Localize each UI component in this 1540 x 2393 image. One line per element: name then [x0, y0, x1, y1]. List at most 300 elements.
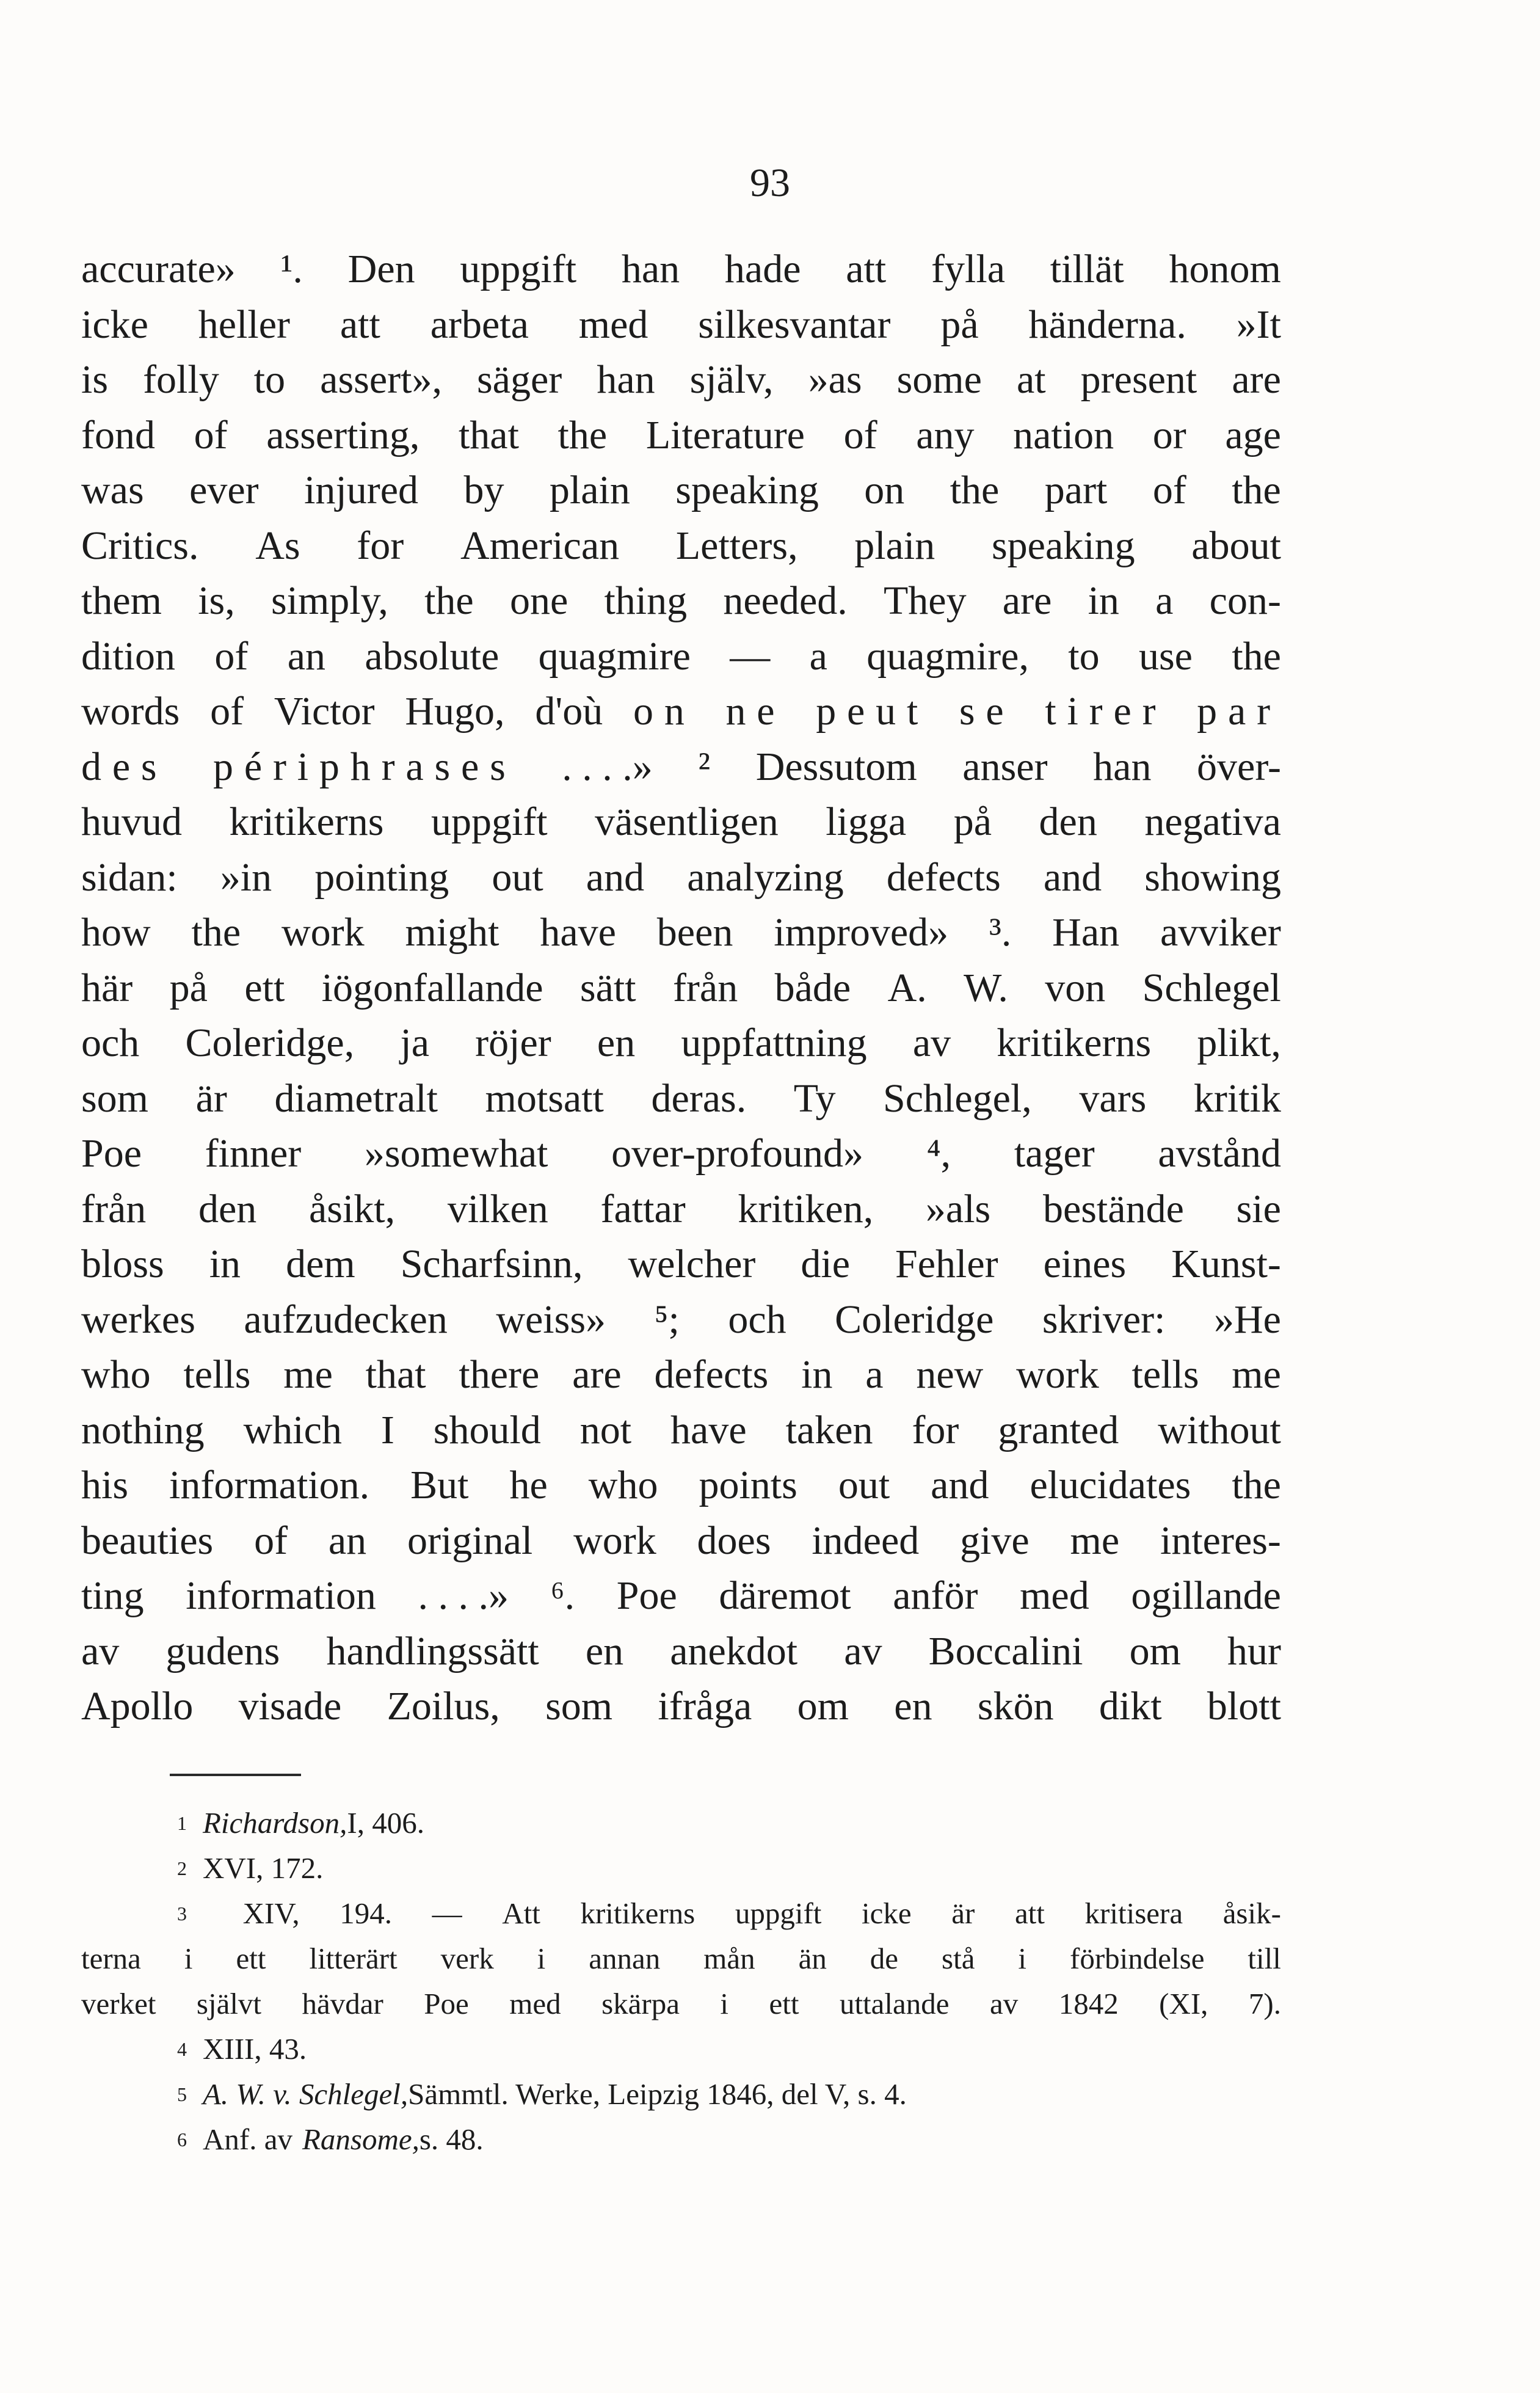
- word: arbeta: [430, 302, 529, 347]
- word: the: [191, 910, 241, 955]
- footnote-text: XIII, 43.: [203, 2032, 307, 2066]
- word: are: [1002, 578, 1052, 623]
- word: the: [558, 412, 608, 457]
- page-number: 93: [750, 161, 790, 205]
- word: Victor: [274, 689, 375, 734]
- word: Den: [347, 247, 415, 291]
- word: av: [989, 1987, 1019, 2020]
- word: the: [1232, 1463, 1281, 1507]
- word: work: [281, 910, 365, 955]
- body-text: [81, 242, 1281, 1735]
- word: han: [597, 357, 655, 402]
- word: uppgift: [735, 1896, 822, 1930]
- text-line: [81, 684, 1281, 740]
- word: terna: [81, 1942, 141, 1975]
- word: Poe: [81, 1131, 142, 1176]
- word: I: [380, 1407, 394, 1452]
- word: hade: [724, 247, 801, 291]
- word: »It: [1236, 302, 1281, 347]
- word: interes-: [1160, 1518, 1281, 1563]
- word: fond: [81, 412, 155, 457]
- word: con-: [1209, 578, 1281, 623]
- word: sie: [1236, 1186, 1281, 1231]
- word: a: [809, 633, 827, 679]
- word: information.: [169, 1463, 370, 1507]
- word: give: [960, 1518, 1030, 1563]
- word: sätt: [579, 965, 636, 1010]
- text-line: [81, 1403, 1281, 1459]
- word: kritik: [1193, 1076, 1281, 1121]
- word: Hugo,: [405, 689, 505, 734]
- word: Att: [502, 1896, 540, 1930]
- word: över-: [1197, 744, 1281, 789]
- word: skärpa: [601, 1987, 680, 2020]
- word: words: [81, 689, 180, 734]
- word: att: [846, 247, 887, 291]
- word: are: [1232, 357, 1281, 402]
- text-line: [81, 574, 1281, 629]
- text-line: [81, 1513, 1281, 1569]
- word: Ty: [793, 1076, 836, 1121]
- word: on: [864, 468, 905, 512]
- word: one: [509, 578, 568, 623]
- footnote-prefix: Anf. av: [203, 2122, 292, 2156]
- word: that: [365, 1352, 426, 1397]
- word: »He: [1213, 1297, 1281, 1342]
- word: hur: [1227, 1628, 1281, 1674]
- word: ett: [769, 1987, 799, 2020]
- word: of: [210, 689, 244, 734]
- word: anser: [962, 744, 1048, 789]
- word: American: [460, 523, 620, 568]
- word: over-profound»: [611, 1131, 864, 1176]
- word: som: [81, 1076, 149, 1121]
- word: den: [198, 1186, 257, 1231]
- word: out: [492, 854, 543, 900]
- word: speaking: [675, 468, 819, 512]
- word: indeed: [812, 1518, 920, 1563]
- word: for: [912, 1407, 959, 1452]
- word: A.: [887, 965, 927, 1010]
- word: at: [1016, 357, 1046, 402]
- word: without: [1158, 1407, 1281, 1452]
- text-line: [81, 740, 1281, 795]
- word: me: [283, 1352, 333, 1397]
- text-line: [81, 961, 1281, 1016]
- word: asserting,: [266, 412, 420, 457]
- footnote-text: XVI, 172.: [203, 1851, 324, 1885]
- word: 194.: [340, 1896, 392, 1930]
- word: des: [81, 744, 168, 789]
- word: ett: [236, 1942, 266, 1975]
- word: them: [81, 578, 162, 623]
- word: från: [672, 965, 738, 1010]
- footnote-text: s. 48.: [419, 2122, 484, 2156]
- word: en: [585, 1628, 624, 1674]
- word: age: [1225, 412, 1281, 457]
- word: a: [1155, 578, 1174, 623]
- word: . . . .»: [418, 1573, 509, 1618]
- word: elucidates: [1030, 1463, 1191, 1507]
- word: Boccalini: [928, 1628, 1083, 1674]
- footnote-6: [81, 2117, 1281, 2162]
- word: Schlegel: [1142, 965, 1281, 1010]
- word: Kunst-: [1171, 1242, 1281, 1286]
- word: i: [1018, 1942, 1027, 1975]
- word: in: [801, 1352, 833, 1397]
- word: anför: [893, 1573, 978, 1618]
- word: avstånd: [1158, 1131, 1281, 1176]
- word: defects: [886, 854, 1001, 900]
- word: stå: [942, 1942, 975, 1975]
- word: själv,: [689, 357, 774, 402]
- word: ⁶.: [550, 1573, 575, 1618]
- word: kritiken,: [738, 1186, 874, 1231]
- text-line: [81, 1182, 1281, 1237]
- word: en: [894, 1684, 932, 1728]
- word: den: [1039, 799, 1097, 844]
- word: i: [184, 1942, 193, 1975]
- footnote-number: 1: [177, 1812, 187, 1834]
- word: But: [410, 1463, 469, 1507]
- footnote-divider: [170, 1774, 301, 1776]
- word: present: [1080, 357, 1197, 402]
- word: om: [797, 1684, 849, 1728]
- word: by: [463, 468, 504, 512]
- word: Critics.: [81, 523, 199, 568]
- word: the: [1232, 468, 1281, 512]
- text-line: [81, 1016, 1281, 1071]
- word: hävdar: [302, 1987, 383, 2020]
- word: åsik-: [1222, 1896, 1281, 1930]
- word: absolute: [365, 633, 499, 679]
- word: in: [209, 1242, 241, 1286]
- word: verk: [440, 1942, 494, 1975]
- word: än: [798, 1942, 827, 1975]
- word: work: [573, 1518, 656, 1563]
- word: of: [214, 633, 249, 679]
- word: om: [1129, 1628, 1181, 1674]
- word: både: [774, 965, 851, 1010]
- word: been: [656, 910, 733, 955]
- word: a: [865, 1352, 884, 1397]
- word: quagmire,: [866, 633, 1029, 679]
- word: plain: [854, 523, 935, 568]
- word: does: [697, 1518, 771, 1563]
- word: are: [572, 1352, 622, 1397]
- word: vars: [1079, 1076, 1147, 1121]
- word: att: [340, 302, 380, 347]
- word: Coleridge,: [185, 1021, 355, 1065]
- word: tells: [183, 1352, 251, 1397]
- word: might: [405, 910, 499, 955]
- footnote-2: [81, 1846, 1281, 1891]
- word: negativa: [1144, 799, 1281, 844]
- word: périphrases: [213, 744, 517, 789]
- text-line: [81, 1458, 1281, 1513]
- word: welcher: [628, 1242, 756, 1286]
- word: gudens: [165, 1628, 280, 1674]
- word: ligga: [826, 799, 907, 844]
- word: tirer: [1045, 689, 1167, 734]
- footnote-3-line-1: [81, 1891, 1281, 1936]
- word: visade: [238, 1684, 342, 1728]
- word: med: [578, 302, 648, 347]
- word: »als: [925, 1186, 991, 1231]
- word: should: [433, 1407, 541, 1452]
- word: an: [328, 1518, 367, 1563]
- word: i: [720, 1987, 729, 2020]
- footnote-text: I, 406.: [347, 1806, 424, 1840]
- text-line: [81, 242, 1281, 297]
- footnote-number: 4: [177, 2038, 187, 2060]
- word: vilken: [447, 1186, 548, 1231]
- word: däremot: [719, 1573, 851, 1618]
- word: på: [953, 799, 992, 844]
- word: points: [699, 1463, 797, 1507]
- word: förbindelse: [1070, 1942, 1205, 1975]
- word: pointing: [314, 854, 449, 900]
- word: Letters,: [675, 523, 798, 568]
- word: ³.: [989, 910, 1012, 955]
- word: på: [940, 302, 979, 347]
- text-line: [81, 352, 1281, 408]
- word: kritisera: [1084, 1896, 1183, 1930]
- word: ogillande: [1131, 1573, 1281, 1618]
- text-line: [81, 1237, 1281, 1292]
- footnote-3-line-2: [81, 1936, 1281, 1981]
- word: die: [801, 1242, 850, 1286]
- word: granted: [998, 1407, 1119, 1452]
- word: of: [254, 1518, 288, 1563]
- footnote-number: 2: [177, 1857, 187, 1879]
- word: sidan:: [81, 854, 178, 900]
- word: säger: [477, 357, 562, 402]
- word: the: [950, 468, 1000, 512]
- word: uppgift: [430, 799, 548, 844]
- word: par: [1197, 689, 1281, 734]
- word: . . . .»: [562, 744, 653, 789]
- word: beauties: [81, 1518, 214, 1563]
- word: —: [730, 633, 771, 679]
- word: some: [896, 357, 982, 402]
- word: there: [459, 1352, 540, 1397]
- word: Apollo: [81, 1684, 194, 1728]
- word: nation: [1013, 412, 1114, 457]
- word: me: [1070, 1518, 1120, 1563]
- word: Han: [1052, 910, 1120, 955]
- word: 1842: [1058, 1987, 1119, 2020]
- text-line: [81, 519, 1281, 574]
- text-line: [81, 1126, 1281, 1182]
- word: ett: [244, 965, 285, 1010]
- word: röjer: [475, 1021, 551, 1065]
- word: uppgift: [460, 247, 577, 291]
- word: med: [1020, 1573, 1089, 1618]
- word: They: [883, 578, 967, 623]
- word: verket: [81, 1987, 156, 2020]
- word: any: [916, 412, 975, 457]
- word: »in: [220, 854, 272, 900]
- word: som: [545, 1684, 613, 1728]
- word: and: [586, 854, 645, 900]
- word: här: [81, 965, 133, 1010]
- word: åsikt,: [308, 1186, 396, 1231]
- word: he: [509, 1463, 548, 1507]
- word: and: [1043, 854, 1102, 900]
- word: på: [169, 965, 208, 1010]
- word: Fehler: [895, 1242, 998, 1286]
- word: de: [870, 1942, 899, 1975]
- text-line: [81, 795, 1281, 850]
- word: werkes: [81, 1297, 195, 1342]
- word: till: [1248, 1942, 1281, 1975]
- word: in: [1088, 578, 1119, 623]
- word: av: [844, 1628, 882, 1674]
- word: ever: [189, 468, 259, 512]
- word: dition: [81, 633, 176, 679]
- word: taken: [785, 1407, 873, 1452]
- word: fylla: [931, 247, 1005, 291]
- word: W.: [964, 965, 1008, 1010]
- word: his: [81, 1463, 129, 1507]
- word: Scharfsinn,: [400, 1242, 583, 1286]
- word: aufzudecken: [244, 1297, 448, 1342]
- word: von: [1045, 965, 1106, 1010]
- word: i: [537, 1942, 546, 1975]
- word: iögonfallande: [321, 965, 543, 1010]
- footnote-author: A. W. v. Schlegel,: [203, 2077, 409, 2111]
- word: the: [424, 578, 474, 623]
- word: Dessutom: [755, 744, 917, 789]
- word: händerna.: [1028, 302, 1186, 347]
- word: anekdot: [670, 1628, 798, 1674]
- text-line: [81, 1624, 1281, 1680]
- word: weiss»: [496, 1297, 606, 1342]
- text-line: [81, 408, 1281, 464]
- word: As: [255, 523, 300, 568]
- word: tillät: [1050, 247, 1124, 291]
- word: en: [597, 1021, 636, 1065]
- text-line: [81, 850, 1281, 906]
- word: 7).: [1248, 1987, 1281, 2020]
- word: skriver:: [1042, 1297, 1166, 1342]
- word: out: [838, 1463, 890, 1507]
- word: med: [509, 1987, 561, 2020]
- word: for: [357, 523, 404, 568]
- word: eines: [1043, 1242, 1127, 1286]
- text-line: [81, 1679, 1281, 1735]
- word: beständе: [1042, 1186, 1184, 1231]
- footnote-author: Richardson,: [203, 1806, 347, 1840]
- word: blott: [1207, 1684, 1281, 1728]
- word: Poe: [424, 1987, 469, 2020]
- word: assert»,: [320, 357, 442, 402]
- word: on: [633, 689, 696, 734]
- word: deras.: [651, 1076, 747, 1121]
- word: of: [843, 412, 877, 457]
- word: ting: [81, 1573, 144, 1618]
- word: motsatt: [485, 1076, 604, 1121]
- word: ne: [725, 689, 786, 734]
- word: huvud: [81, 799, 182, 844]
- text-line: [81, 1071, 1281, 1127]
- word: (XI,: [1159, 1987, 1208, 2020]
- word: plikt,: [1197, 1021, 1281, 1065]
- word: diametralt: [274, 1076, 438, 1121]
- footnote-5: [81, 2072, 1281, 2117]
- word: d'où: [535, 689, 603, 734]
- text-line: [81, 905, 1281, 961]
- word: kritikerns: [580, 1896, 696, 1930]
- word: uppfattning: [681, 1021, 867, 1065]
- word: or: [1152, 412, 1186, 457]
- word: ifråga: [658, 1684, 752, 1728]
- word: of: [1152, 468, 1186, 512]
- word: av: [81, 1628, 120, 1674]
- word: icke: [862, 1896, 912, 1930]
- word: Zoilus,: [387, 1684, 500, 1728]
- word: tager: [1014, 1131, 1095, 1176]
- word: litterärt: [309, 1942, 398, 1975]
- text-line: [81, 629, 1281, 685]
- word: Literature: [645, 412, 805, 457]
- word: handlingssätt: [326, 1628, 539, 1674]
- word: icke: [81, 302, 148, 347]
- word: use: [1138, 633, 1193, 679]
- word: ⁴,: [926, 1131, 951, 1176]
- word: och: [728, 1297, 786, 1342]
- footnote-number: 5: [177, 2083, 187, 2105]
- word: part: [1044, 468, 1108, 512]
- word: accurate»: [81, 247, 236, 291]
- word: dem: [286, 1242, 355, 1286]
- footnote-number: 6: [177, 2129, 187, 2151]
- word: to: [253, 357, 286, 402]
- word: fattar: [600, 1186, 686, 1231]
- word: honom: [1169, 247, 1281, 291]
- word: är: [951, 1896, 975, 1930]
- word: XIV,: [242, 1896, 300, 1930]
- word: Poe: [616, 1573, 677, 1618]
- word: att: [1014, 1896, 1045, 1930]
- word: folly: [143, 357, 219, 402]
- text-line: [81, 1347, 1281, 1403]
- footnotes: [81, 1801, 1281, 2162]
- word: injured: [304, 468, 419, 512]
- footnote-4: [81, 2027, 1281, 2072]
- word: speaking: [991, 523, 1135, 568]
- word: which: [243, 1407, 342, 1452]
- word: and: [931, 1463, 989, 1507]
- word: nothing: [81, 1407, 205, 1452]
- word: have: [540, 910, 616, 955]
- word: me: [1232, 1352, 1281, 1397]
- word: är: [195, 1076, 227, 1121]
- word: the: [1232, 633, 1281, 679]
- word: thing: [604, 578, 688, 623]
- word: ²: [698, 744, 711, 789]
- text-line: [81, 1568, 1281, 1624]
- word: annan: [589, 1942, 661, 1975]
- footnote-text: Sämmtl. Werke, Leipzig 1846, del V, s. 4.: [408, 2077, 907, 2111]
- word: ⁵;: [654, 1297, 680, 1342]
- word: kritikerns: [229, 799, 384, 844]
- word: analyzing: [687, 854, 844, 900]
- word: från: [81, 1186, 147, 1231]
- word: ¹.: [280, 247, 303, 291]
- word: was: [81, 468, 144, 512]
